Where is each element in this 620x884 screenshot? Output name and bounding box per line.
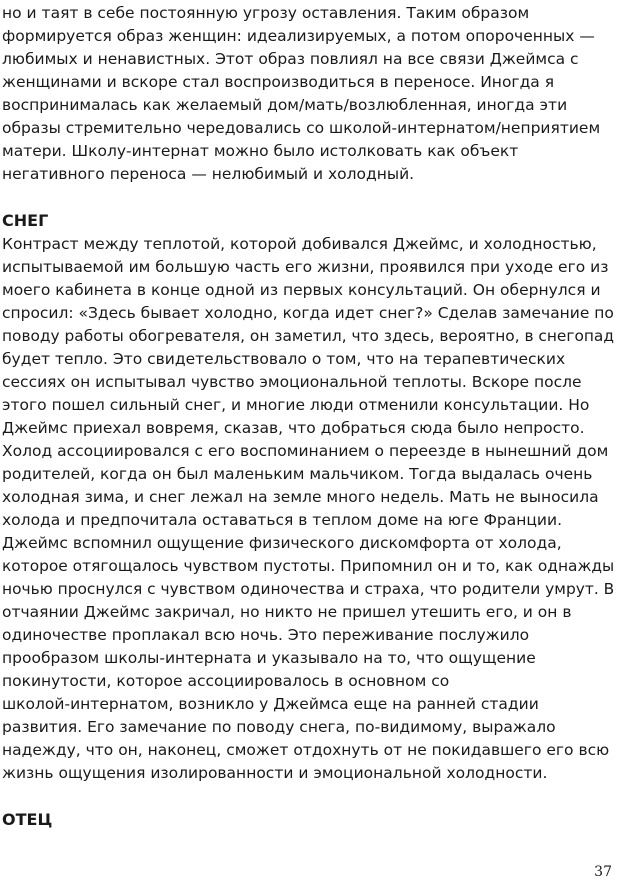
paragraph-line: матери. Школу-интернат можно было истолковать как объект bbox=[2, 142, 519, 160]
paragraph-line: жизнь ощущения изолированности и эмоциональной холодности. bbox=[2, 764, 548, 782]
paragraph-line: прообразом школы-интерната и указывало на то, что ощущение bbox=[2, 649, 536, 667]
paragraph-line: воспринималась как желаемый дом/мать/возлюбленная, иногда эти bbox=[2, 96, 568, 114]
paragraph-line: Джеймс вспомнил ощущение физического дискомфорта от холода, bbox=[2, 534, 562, 552]
paragraph-line: холода и предпочитала оставаться в теплом доме на юге Франции. bbox=[2, 511, 563, 529]
paragraph-line: Джеймс приехал вовремя, сказав, что добраться сюда было непросто. bbox=[2, 419, 585, 437]
paragraph-line: женщинами и вскоре стал воспроизводиться в переносе. Иногда я bbox=[2, 73, 555, 91]
paragraph-line: поводу работы обогревателя, он заметил, что здесь, вероятно, в снегопад bbox=[2, 327, 614, 345]
page-number: 37 bbox=[594, 864, 612, 880]
paragraph-line: сессиях он испытывал чувство эмоциональной теплоты. Вскоре после bbox=[2, 373, 582, 391]
paragraph-line: образы стремительно чередовались со школой-интернатом/неприятием bbox=[2, 119, 601, 137]
paragraph-line: холодная зима, и снег лежал на земле много недель. Мать не выносила bbox=[2, 488, 599, 506]
paragraph-line: одиночестве проплакал всю ночь. Это переживание послужило bbox=[2, 626, 530, 644]
paragraph-line: покинутости, которое ассоциировалось в основном со bbox=[2, 672, 450, 690]
paragraph-line: испытываемой им большую часть его жизни, проявился при уходе его из bbox=[2, 258, 609, 276]
paragraph-line: отчаянии Джеймс закричал, но никто не пришел утешить его, и он в bbox=[2, 603, 572, 621]
paragraph-line: ночью проснулся с чувством одиночества и страха, что родители умрут. В bbox=[2, 580, 615, 598]
paragraph-line: этого пошел сильный снег, и многие люди отменили консультации. Но bbox=[2, 396, 590, 414]
section-heading-snow: СНЕГ bbox=[2, 211, 49, 230]
paragraph-line: Холод ассоциировался с его воспоминанием о переезде в нынешний дом bbox=[2, 442, 609, 460]
paragraph-line: спросил: «Здесь бывает холодно, когда идет снег?» Сделав замечание по bbox=[2, 304, 614, 322]
paragraph-line: школой-интернатом, возникло у Джеймса еще на ранней стадии bbox=[2, 695, 539, 713]
section-heading-father: ОТЕЦ bbox=[2, 810, 53, 829]
paragraph-line: надежду, что он, наконец, сможет отдохнуть от не покидавшего его всю bbox=[2, 741, 610, 759]
paragraph-line: негативного переноса — нелюбимый и холодный. bbox=[2, 165, 415, 183]
paragraph-line: любимых и ненавистных. Этот образ повлиял на все связи Джеймса с bbox=[2, 50, 579, 68]
paragraph-line: будет тепло. Это свидетельствовало о том, что на терапевтических bbox=[2, 350, 566, 368]
paragraph-line: развития. Его замечание по поводу снега, по-видимому, выражало bbox=[2, 718, 556, 736]
paragraph-line: родителей, когда он был маленьким мальчиком. Тогда выдалась очень bbox=[2, 465, 593, 483]
paragraph-line: которое отягощалось чувством пустоты. Припомнил он и то, как однажды bbox=[2, 557, 615, 575]
paragraph-line: формируется образ женщин: идеализируемых, а потом опороченных — bbox=[2, 27, 595, 45]
paragraph-line: но и таят в себе постоянную угрозу оставления. Таким образом bbox=[2, 4, 530, 22]
paragraph-line: моего кабинета в конце одной из первых консультаций. Он обернулся и bbox=[2, 281, 601, 299]
paragraph-line: Контраст между теплотой, которой добивался Джеймс, и холодностью, bbox=[2, 235, 597, 253]
